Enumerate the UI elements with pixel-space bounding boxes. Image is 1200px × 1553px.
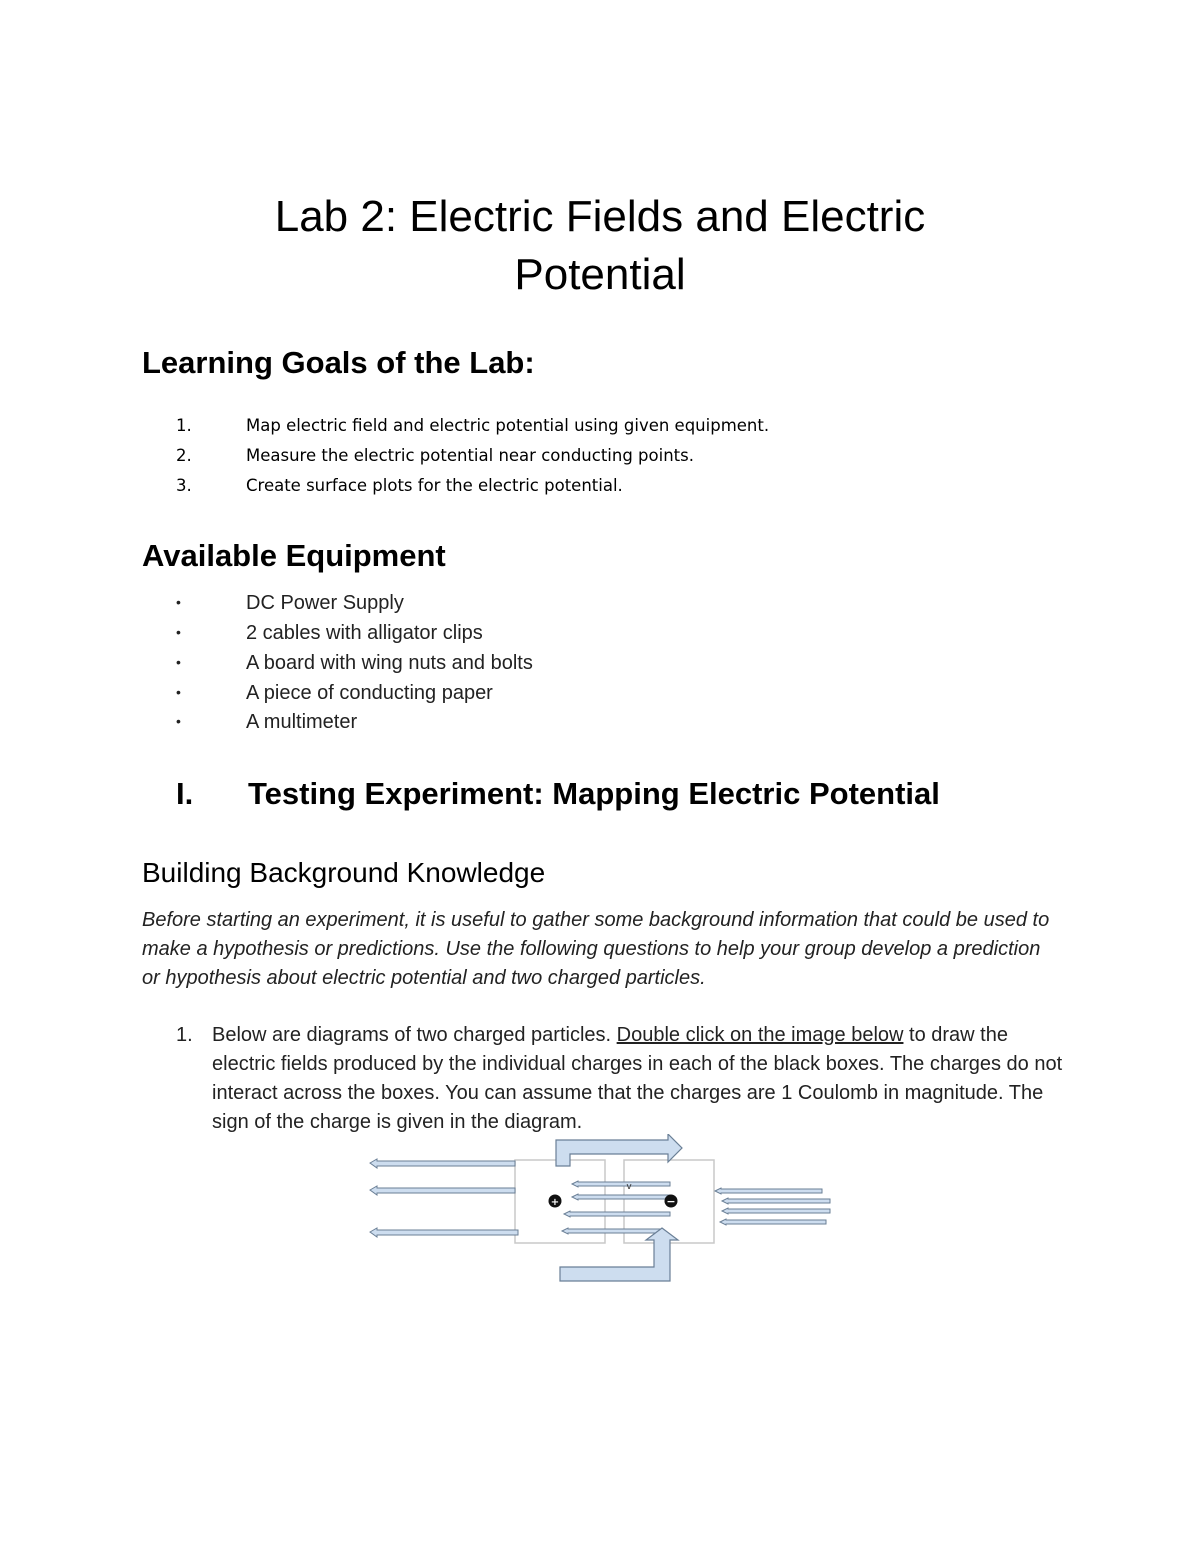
- equipment-item: [176, 620, 483, 647]
- goal-number: 2.: [176, 446, 192, 465]
- section-heading: [176, 774, 940, 814]
- field-arrow: [720, 1219, 826, 1225]
- goal-number: 1.: [176, 416, 192, 435]
- goal-text: Measure the electric potential near conducting points.: [246, 446, 694, 465]
- equipment-text: DC Power Supply: [246, 592, 404, 614]
- goal-item: [176, 475, 623, 497]
- learning-goals-heading: Learning Goals of the Lab:: [142, 345, 535, 380]
- field-arrow: [572, 1181, 670, 1187]
- goal-number: 3.: [176, 476, 192, 495]
- equipment-item: [176, 650, 533, 677]
- field-arrow: [564, 1211, 670, 1217]
- bullet-icon: •: [176, 624, 181, 640]
- equipment-text: A board with wing nuts and bolts: [246, 652, 533, 674]
- background-heading: Building Background Knowledge: [142, 857, 546, 888]
- field-arrow: [572, 1194, 670, 1200]
- equipment-heading: Available Equipment: [142, 538, 446, 573]
- bent-arrow-bottom: [560, 1228, 678, 1281]
- title-line-1: Lab 2: Electric Fields and Electric: [274, 192, 926, 241]
- field-arrow: [370, 1159, 515, 1168]
- field-arrow: [370, 1228, 518, 1237]
- question-number: 1.: [176, 1024, 193, 1046]
- small-label: v: [626, 1182, 632, 1192]
- page-title: [0, 188, 1200, 304]
- equipment-text: A multimeter: [246, 711, 358, 733]
- negative-symbol: −: [666, 1195, 676, 1208]
- equipment-item: [176, 590, 404, 617]
- question-1: [176, 1021, 1066, 1137]
- field-arrow: [722, 1208, 830, 1214]
- double-click-link[interactable]: Double click on the image below: [616, 1024, 904, 1046]
- goal-item: [176, 415, 769, 437]
- bullet-icon: •: [176, 684, 181, 700]
- field-arrow: [722, 1198, 830, 1204]
- field-arrows-middle: [562, 1181, 670, 1234]
- goal-item: [176, 445, 694, 467]
- equipment-item: [176, 709, 357, 736]
- question-text-start: Below are diagrams of two charged particles.: [212, 1024, 617, 1046]
- question-text: [212, 1021, 1066, 1137]
- field-arrows-right: [715, 1188, 830, 1225]
- field-arrow: [562, 1228, 660, 1234]
- equipment-text: A piece of conducting paper: [246, 682, 493, 704]
- bullet-icon: •: [176, 713, 181, 729]
- title-line-2: Potential: [514, 250, 686, 299]
- equipment-text: 2 cables with alligator clips: [246, 622, 483, 644]
- positive-symbol: +: [550, 1197, 560, 1208]
- goal-text: Map electric field and electric potential using given equipment.: [246, 416, 770, 435]
- equipment-item: [176, 680, 493, 707]
- field-arrow: [370, 1186, 515, 1195]
- goal-text: Create surface plots for the electric potential.: [246, 476, 623, 495]
- section-title: Testing Experiment: Mapping Electric Potential: [248, 776, 940, 811]
- bullet-icon: •: [176, 654, 181, 670]
- section-numeral: I.: [176, 776, 194, 811]
- bent-arrow-top: [556, 1134, 682, 1166]
- bullet-icon: •: [176, 594, 181, 610]
- field-arrows-left: [370, 1159, 518, 1237]
- charge-diagram[interactable]: [360, 1134, 840, 1286]
- field-arrow: [715, 1188, 822, 1194]
- background-intro: Before starting an experiment, it is useful to gather some background information that could be used to make a hypothesis or predictions. Use the following questions to help your group develop a prediction or hypothesis about electric potential and two charged particles.: [142, 909, 1050, 989]
- question-text-end: to draw the electric fields produced by the individual charges in each of the black boxes. The charges do not interact across the boxes. You can assume that the charges are 1 Coulomb in magnitude. The sign of the charge is given in the diagram.: [212, 1024, 1063, 1133]
